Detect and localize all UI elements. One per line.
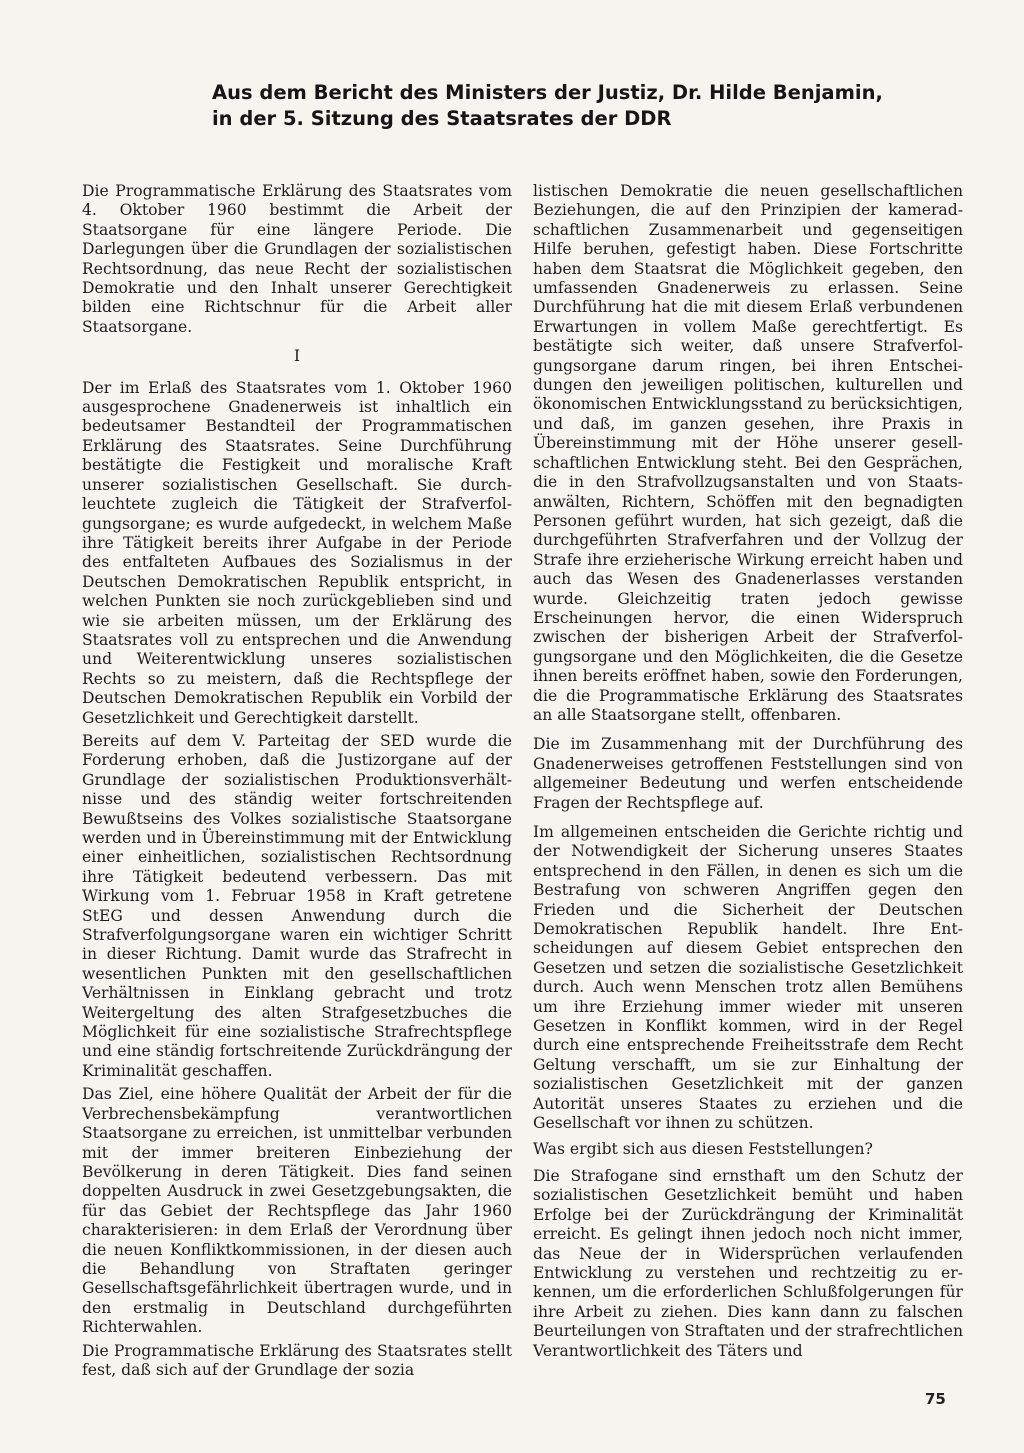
paragraph-intro: Die Programmatische Erklärung des Staatsrates vom 4. Oktober 1960 bestimmt die Arbeit der Staatsorgane für eine längere Periode. Die Darlegungen über die Grundlagen der sozialistischen Rechtsordnung, das neue Recht der sozialistischen Demokratie und den Inhalt unserer Gerechtigkeit bilden eine Richtschnur für die Arbeit aller Staatsorgane.: [82, 182, 512, 336]
paragraph: Bereits auf dem V. Parteitag der SED wurde die Forderung erhoben, daß die Justizorgane auf der Grundlage der sozialistischen Produktionsverhältnisse und des ständig weiter fortschreitenden Bewußtseins des Volkes sozialistische Staatsorgane werden und in Übereinstimmung mit der Entwicklung einer einheitlichen, sozialistischen Rechtsordnung ihre Tätigkeit bedeutend verbessern. Das mit Wirkung vom 1. Februar 1958 in Kraft getretene StEG und dessen Anwendung durch die Strafverfolgungsorgane waren ein wichtiger Schritt in dieser Richtung. Damit wurde das Strafrecht in wesentlichen Punkten mit den gesellschaftlichen Verhältnissen in Einklang gebracht und trotz Weitergeltung des alten Strafgesetzbuches die Möglichkeit für eine sozialistische Strafrechtspflege und eine ständig fortschreitende Zurückdrängung der Kriminalität geschaffen.: [82, 731, 512, 1080]
paragraph: Die im Zusammenhang mit der Durchführung des Gnadenerweises getroffenen Feststellungen sind von allgemeiner Bedeutung und werfen entscheidende Fragen der Rechtspflege auf.: [533, 735, 963, 812]
paragraph: Das Ziel, eine höhere Qualität der Arbeit der für die Verbrechensbekämpfung verantwortlichen Staatsorgane zu erreichen, ist unmittelbar verbunden mit der immer breiteren Einbeziehung der Bevölkerung in deren Tätigkeit. Dies fand seinen doppelten Ausdruck in zwei Gesetzgebungsakten, die für das Gebiet der Rechtspflege das Jahr 1960 charakterisieren: in dem Erlaß der Verordnung über die neuen Konfliktkommissionen, in der diesen auch die Behandlung von Straftaten geringer Gesellschaftsgefährlichkeit übertragen wurde, und in den erstmalig in Deutschland durchgeführten Richterwahlen.: [82, 1085, 512, 1337]
paragraph: Der im Erlaß des Staatsrates vom 1. Oktober 1960 ausgesprochene Gnadenerweis ist inhaltlich ein bedeutsamer Bestandteil der Programmatischen Erklärung des Staatsrates. Seine Durchführung bestätigte die Festigkeit und moralische Kraft unserer sozialistischen Gesellschaft. Sie durchleuchtete zugleich die Tätigkeit der Strafverfolgungsorgane; es wurde aufgedeckt, in welchem Maße ihre Tätigkeit bereits ihrer Aufgabe in der Periode des entfalteten Aufbaues des Sozialismus in der Deutschen Demokratischen Republik entspricht, in welchen Punkten sie noch zurückgeblieben sind und wie sie arbeiten müssen, um der Erklärung des Staatsrates voll zu entsprechen und die Anwendung und Weiterentwicklung unseres sozialistischen Rechts so zu meistern, daß die Rechtspflege der Deutschen Demokratischen Republik ein Vorbild der Gesetzlichkeit und Gerechtigkeit darstellt.: [82, 378, 512, 727]
left-column: [82, 182, 512, 1384]
right-column: [533, 182, 963, 1365]
paragraph: Die Strafogane sind ernsthaft um den Schutz der sozialistischen Gesetzlichkeit bemüht und haben Erfolge bei der Zurückdrängung der Kriminalität erreicht. Es gelingt ihnen jedoch noch nicht immer, das Neue der in Widersprüchen verlaufenden Entwicklung zu verstehen und rechtzeitig zu erkennen, um die erforderlichen Schlußfolgerungen für ihre Arbeit zu ziehen. Dies kann dann zu falschen Beurteilungen von Straftaten und der strafrechtlichen Verantwortlichkeit des Täters und: [533, 1166, 963, 1360]
title-line-2: in der 5. Sitzung des Staatsrates der DDR: [212, 107, 672, 130]
question-line: Was ergibt sich aus diesen Feststellungen?: [533, 1139, 873, 1158]
paragraph: Im allgemeinen entscheiden die Gerichte richtig und der Notwendigkeit der Sicherung unseres Staates entsprechend in den Fällen, in denen es sich um die Bestrafung von schweren Angriffen gegen den Frieden und die Sicherheit der Deutschen Demokratischen Republik handelt. Ihre Entscheidungen auf diesem Gebiet entsprechen den Gesetzen und setzen die sozialistische Gesetzlichkeit durch. Auch wenn Menschen trotz allen Bemühens um ihre Erziehung immer wieder mit unseren Gesetzen in Konflikt kommen, wird in der Regel durch eine entsprechende Freiheitsstrafe dem Recht Geltung verschafft, um sie zur Einhaltung der sozialistischen Gesetzlichkeit mit der ganzen Autorität unseres Staates zu erziehen und die Gesellschaft vor ihnen zu schützen.: [533, 823, 963, 1133]
title-line-1: Aus dem Bericht des Ministers der Justiz, Dr. Hilde Benjamin,: [212, 81, 883, 104]
article-title: [212, 80, 972, 132]
paragraph: listischen Demokratie die neuen gesellschaftlichen Beziehungen, die auf den Prinzipien der kameradschaftlichen Zusammenarbeit und gegenseitigen Hilfe beruhen, gefestigt haben. Diese Fortschritte haben dem Staatsrat die Möglichkeit gegeben, den umfassenden Gnadenerweis zu erlassen. Seine Durchführung hat die mit diesem Erlaß verbundenen Erwartungen in vollem Maße gerechtfertigt. Es bestätigte sich weiter, daß unsere Strafverfolgungsorgane darum ringen, bei ihren Entscheidungen den jeweiligen politischen, kulturellen und ökonomischen Entwicklungsstand zu berücksichtigen, und daß, im ganzen gesehen, ihre Praxis in Übereinstimmung mit der Höhe unserer gesellschaftlichen Entwicklung steht. Bei den Gesprächen, die in den Strafvollzugsanstalten und von Staatsanwälten, Richtern, Schöffen mit den begnadigten Personen geführt wurden, hat sich gezeigt, daß die durchgeführten Strafverfahren und der Vollzug der Strafe ihre erzieherische Wirkung erreicht haben und auch das Wesen des Gnadenerlasses verstanden wurde. Gleichzeitig traten jedoch gewisse Erscheinungen hervor, die einen Widerspruch zwischen der bisherigen Arbeit der Strafverfolgungsorgane und den Möglichkeiten, die die Gesetze ihnen bereits eröffnet haben, sowie den Forderungen, die die Programmatische Erklärung des Staatsrates an alle Staatsorgane stellt, offenbaren.: [533, 182, 963, 724]
page-number: 75: [925, 1390, 946, 1408]
section-numeral: I: [293, 347, 301, 366]
paragraph: Die Programmatische Erklärung des Staatsrates stellt fest, daß sich auf der Grundlage der sozia: [82, 1341, 512, 1379]
